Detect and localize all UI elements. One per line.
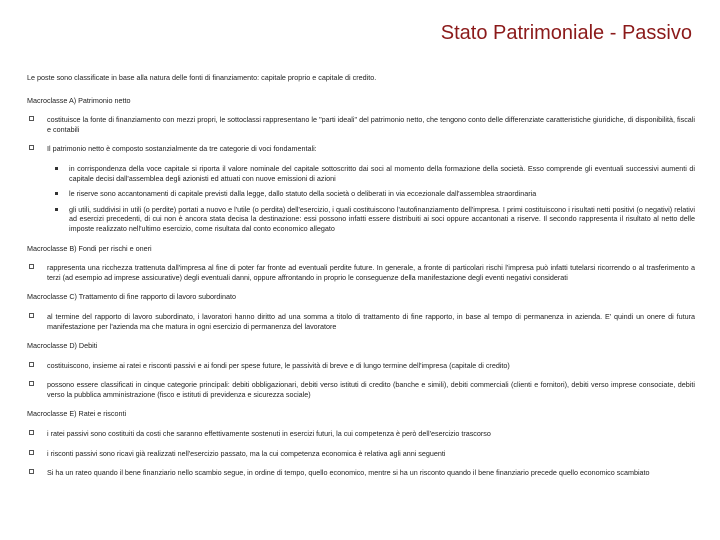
list-item [27, 115, 695, 134]
list-item-text: rappresenta una ricchezza trattenuta dall'impresa al fine di poter far fronte ad eventuali perdite future. In generale, a fronte di particolari rischi l'impresa può infatti tutelarsi ricorrendo o al trasferimento a terzi (ad esempio ad imprese assicurative) degli eventuali danni, oppure affrontando in proprio le conseguenze della manifestazione degli eventi negativi considerati [47, 263, 695, 282]
square-bullet-icon [29, 313, 34, 318]
list-item [27, 380, 695, 399]
square-bullet-icon [29, 264, 34, 269]
list-item [27, 429, 695, 439]
list-item-text: i ratei passivi sono costituiti da costi che saranno effettivamente sostenuti in esercizi futuri, la cui competenza è però dell'esercizio trascorso [47, 429, 491, 439]
sub-list-item-text: gli utili, suddivisi in utili (o perdite) portati a nuovo e l'utile (o perdita) dell'esercizio, i quali costituiscono l'autofinanziamento dell'impresa. I primi costituiscono i risultati netti positivi (o negativi) relativi ad esercizi precedenti, di cui non è ancora stata decisa la destinazione: essi possono infatti essere distribuiti ai soci oppure accantonati a riserve. Il secondo rappresenta il risultato al netto delle imposte realizzato nell'ultimo esercizio, come risultata dal conto economico allegato [69, 204, 695, 233]
dot-bullet-icon [55, 167, 58, 170]
list-item-text: i risconti passivi sono ricavi già realizzati nell'esercizio passato, ma la cui competenza economica è relativa agli anni seguenti [47, 448, 446, 458]
square-bullet-icon [29, 145, 34, 150]
list-item [27, 263, 695, 282]
dot-bullet-icon [55, 208, 58, 211]
intro-paragraph: Le poste sono classificate in base alla natura delle fonti di finanziamento: capitale proprio e capitale di credito. [27, 73, 377, 82]
sections-container [27, 96, 695, 478]
page-title: Stato Patrimoniale - Passivo [440, 22, 692, 44]
document-body [27, 73, 695, 488]
section-heading: Macroclasse A) Patrimonio netto [27, 95, 131, 105]
list-item [27, 144, 695, 154]
sub-list [27, 164, 695, 234]
list-item-text: Si ha un rateo quando il bene finanziario nello scambio segue, in ordine di tempo, quello economico, mentre si ha un risconto quando il bene finanziario precede quello economico scambiato [47, 468, 650, 478]
square-bullet-icon [29, 362, 34, 367]
list-item [27, 468, 695, 478]
sub-list-item [27, 205, 695, 234]
section-heading: Macroclasse E) Ratei e risconti [27, 409, 127, 419]
square-bullet-icon [29, 450, 34, 455]
list-item-text: costituiscono, insieme ai ratei e risconti passivi e ai fondi per spese future, le passività di breve e di lungo termine dell'impresa (capitale di credito) [47, 360, 510, 370]
sub-list-item-text: le riserve sono accantonamenti di capitale previsti dalla legge, dallo statuto della società o deliberati in via eccezionale dall'assemblea straordinaria [69, 189, 537, 199]
dot-bullet-icon [55, 192, 58, 195]
list-item-text: costituisce la fonte di finanziamento con mezzi propri, le sottoclassi rappresentano le "parti ideali" del patrimonio netto, che tengono conto delle differenziate caratteristiche giuridiche, di disponibilità, fiscali e contabili [47, 115, 695, 134]
list-item-text: al termine del rapporto di lavoro subordinato, i lavoratori hanno diritto ad una somma a titolo di trattamento di fine rapporto, in base al tempo di permanenza in azienda. E' quindi un onere di futura manifestazione per l'azienda ma che matura in ogni esercizio di permanenza del lavoratore [47, 311, 695, 331]
list-item [27, 312, 695, 331]
square-bullet-icon [29, 116, 34, 121]
section-heading: Macroclasse D) Debiti [27, 341, 98, 351]
list-item-text: possono essere classificati in cinque categorie principali: debiti obbligazionari, debiti verso istituti di credito (banche e simili), debiti commerciali (clienti e fornitori), debiti verso imprese consociate, debiti verso la pubblica amministrazione (fisco e istituti di previdenza e sicurezza sociale) [47, 380, 695, 399]
list-item [27, 361, 695, 371]
section-heading: Macroclasse B) Fondi per rischi e oneri [27, 243, 152, 253]
list-item [27, 449, 695, 459]
sub-list-item-text: in corrispondenza della voce capitale si riporta il valore nominale del capitale sottoscritto dai soci al momento della formazione della società. Esso comprende gli eventuali successivi aumenti di capitale decisi dall'assemblea degli azionisti ed attuati con nuove emissioni di azioni [69, 163, 695, 183]
square-bullet-icon [29, 430, 34, 435]
square-bullet-icon [29, 469, 34, 474]
square-bullet-icon [29, 381, 34, 386]
section-heading: Macroclasse C) Trattamento di fine rapporto di lavoro subordinato [27, 292, 236, 302]
sub-list-item [27, 189, 695, 199]
sub-list-item [27, 164, 695, 183]
list-item-text: Il patrimonio netto è composto sostanzialmente da tre categorie di voci fondamentali: [47, 144, 317, 154]
